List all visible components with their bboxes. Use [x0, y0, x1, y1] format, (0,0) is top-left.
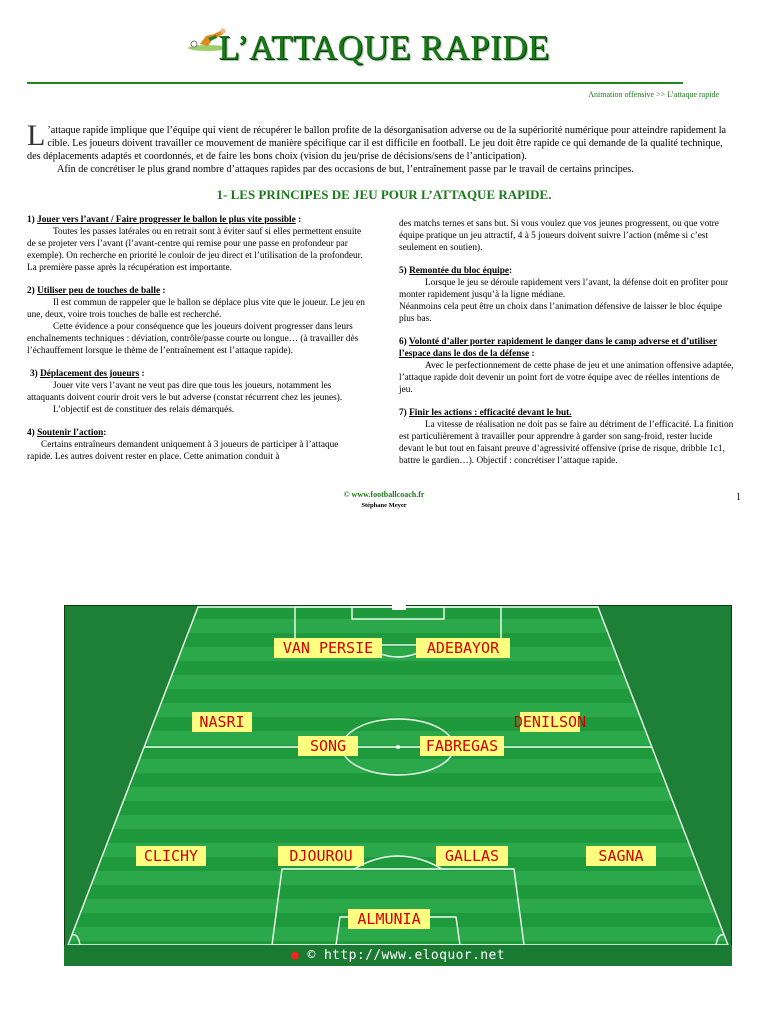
principle-number: 5): [399, 266, 407, 276]
page-title: L’ATTAQUE RAPIDE: [218, 28, 550, 67]
footer-link[interactable]: © www.footballcoach.fr: [343, 490, 425, 499]
principle-2-heading: [27, 285, 365, 297]
principle-number: 3): [30, 369, 38, 379]
intro-paragraph-2: Afin de concrétiser le plus grand nombre d’attaques rapides par des occasions de but, l’entraînement passe par le travail de certains principes.: [57, 164, 634, 175]
player-name: GALLAS: [444, 847, 500, 865]
player-name: DENILSON: [513, 713, 587, 731]
principle-7-text: La vitesse de réalisation ne doit pas se faire au détriment de l’efficacité. La finition est particulièrement à travailler pour apprendre à garder son sang-froid, rester lucide devant le but tout en faisant preuve d’agressivité offensive (prise de risque, dribble 1c1, battre le gardien…). Objectif : concrétiser l’attaque rapide.: [399, 420, 734, 466]
principle-title: Remontée du bloc équipe: [409, 266, 510, 276]
principle-colon: :: [160, 286, 166, 296]
principle-number: 7): [399, 408, 407, 418]
player-name: SONG: [309, 737, 347, 755]
principle-3-heading: [27, 368, 365, 380]
player-name: CLICHY: [143, 847, 199, 865]
player-name: DJOUROU: [289, 847, 353, 865]
principle-3-text: Jouer vite vers l’avant ne veut pas dire que tous les joueurs, notamment les attaquants doivent courir droit vers le but adverse (constat récurrent chez les jeunes).: [27, 381, 343, 403]
principle-number: 4): [27, 428, 35, 438]
principle-4-text: Certains entraîneurs demandent uniquement à 3 joueurs de participer à l’attaque rapide. Les autres doivent rester en place. Cette animation conduit à: [27, 440, 339, 462]
footer-author: Stéphane Meyer: [361, 502, 407, 509]
principle-6-text: Avec le perfectionnement de cette phase de jeu et une animation offensive adaptée, l’attaque rapide doit devenir un point fort de votre équipe avec de réelles intentions de jeu.: [399, 361, 734, 395]
principle-5-text: Lorsque le jeu se déroule rapidement vers l’avant, la défense doit en profiter pour monter rapidement jusqu’à la ligne médiane.: [399, 278, 729, 300]
principle-title: Déplacement des joueurs: [40, 369, 140, 379]
principles-column-left: [27, 214, 365, 463]
principle-number: 1): [27, 215, 35, 225]
player-name: SAGNA: [598, 847, 644, 865]
principle-4-text-continued: des matchs ternes et sans but. Si vous voulez que vos jeunes progressent, ou que votre équipe pratique un jeu attractif, 4 à 5 joueurs doivent suivre l’action (même si c’est seulement en soutien).: [399, 219, 719, 253]
principle-title: Jouer vers l’avant / Faire progresser le ballon le plus vite possible: [37, 215, 296, 225]
principle-3-text-2: L’objectif est de constituer des relais démarqués.: [53, 405, 235, 415]
breadcrumb[interactable]: Animation offensive >> L’attaque rapide: [588, 90, 719, 99]
principle-4-heading: [27, 427, 365, 439]
player-name: VAN PERSIE: [282, 639, 374, 657]
principle-6-heading: [399, 336, 734, 360]
principle-number: 6): [399, 337, 407, 347]
principles-column-right: [399, 218, 734, 467]
principle-number: 2): [27, 286, 35, 296]
principle-1-text: Toutes les passes latérales ou en retrait sont à éviter sauf si elles permettent ensuite de se projeter vers l’avant (l’avant-centre qui remise pour une passe en profondeur par exemple). On recherche en priorité le couloir de jeu direct et l’utilisation de la profondeur. La première passe après la récupération est importante.: [27, 227, 363, 273]
drop-cap: L: [27, 119, 46, 152]
principle-title: Utiliser peu de touches de balle: [37, 286, 161, 296]
section-title: 1- LES PRINCIPES DE JEU POUR L’ATTAQUE RAPIDE.: [216, 187, 552, 202]
principle-colon: :: [103, 428, 107, 438]
image-credit: [64, 945, 732, 966]
page-number: 1: [736, 492, 741, 503]
principle-title: Volonté d’aller porter rapidement le danger dans le camp adverse et d’utiliser l’espace dans le dos de la défense: [399, 337, 718, 359]
principle-2-text-2: Cette évidence a pour conséquence que les joueurs doivent progresser dans leurs enchaînements techniques : déviation, contrôle/passe courte ou longue… (à travailler dès l’échauffement lorsque le thème de l’entraînement est l’attaque rapide).: [27, 322, 359, 356]
intro-paragraph: [27, 119, 733, 163]
principle-5-heading: [399, 265, 734, 277]
bullet-icon: ●: [291, 948, 300, 963]
principle-7-heading: [399, 407, 734, 419]
player-name: ADEBAYOR: [426, 639, 500, 657]
title-divider: [27, 82, 683, 84]
credit-text: © http://www.eloquor.net: [307, 948, 505, 963]
principle-5-text-2: Néanmoins cela peut être un choix dans l’animation défensive de laisser le bloc équipe plus bas.: [399, 302, 722, 324]
principle-title: Finir les actions : efficacité devant le but.: [409, 408, 572, 418]
principle-1-heading: [27, 214, 365, 226]
principle-colon: :: [295, 215, 302, 225]
intro-paragraph-text: ’attaque rapide implique que l’équipe qui vient de récupérer le ballon profite de la désorganisation adverse ou de la supériorité numérique pour atteindre rapidement la cible. Les joueurs doivent travailler ce mouvement de manière spécifique car il est difficile en football. Le jeu doit être rapide ce qui demande de la qualité technique, des déplacements adaptés et coordonnés, et de faire les bons choix (vision du jeu/prise de décisions/sens de l’anticipation).: [27, 125, 727, 162]
intro-text: [27, 119, 733, 176]
principle-colon: :: [529, 349, 535, 359]
formation-pitch: [64, 605, 732, 966]
principle-colon: :: [509, 266, 513, 276]
player-name: ALMUNIA: [357, 910, 421, 928]
principle-2-text: Il est commun de rappeler que le ballon se déplace plus vite que le joueur. Le jeu en une, deux, voire trois touches de balle est recherché.: [27, 298, 365, 320]
principle-title: Soutenir l’action: [37, 428, 104, 438]
player-name: FABREGAS: [425, 737, 499, 755]
player-name: NASRI: [199, 713, 245, 731]
principle-colon: :: [139, 369, 145, 379]
